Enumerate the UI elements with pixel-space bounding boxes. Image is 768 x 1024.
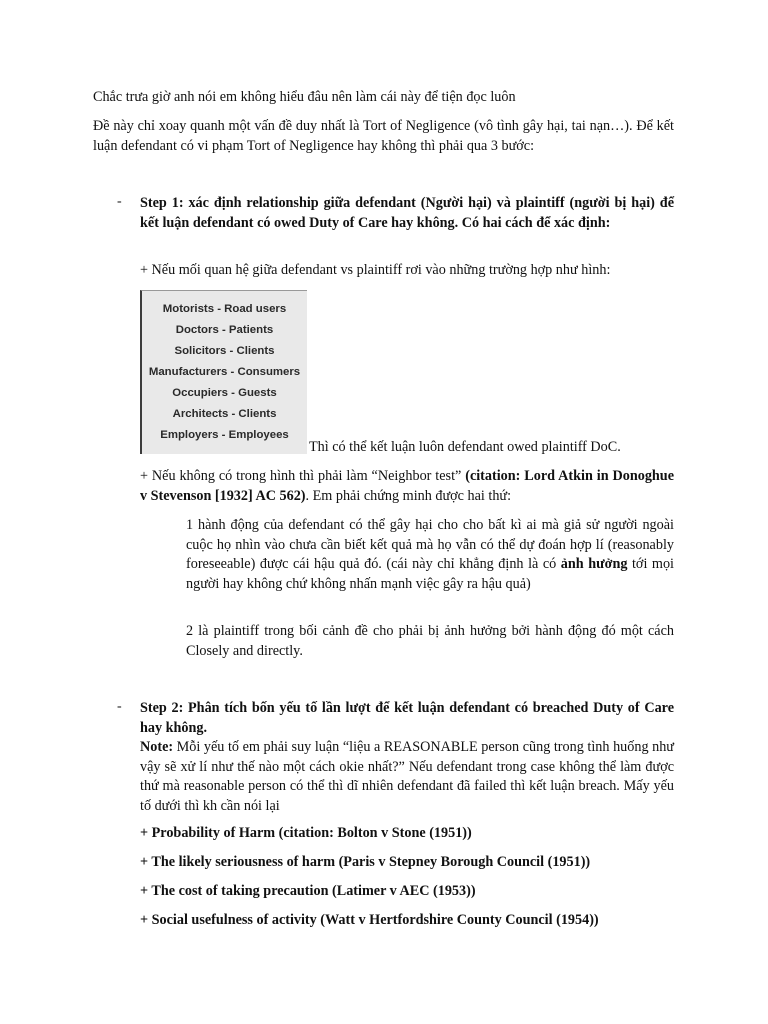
figure-item: Occupiers - Guests: [172, 387, 277, 399]
figure-item: Solicitors - Clients: [174, 345, 275, 357]
bullet-step2: -: [117, 699, 122, 714]
step2-heading: Step 2: Phân tích bốn yếu tố lần lượt để kết luận defendant có breached Duty of Care hay không.: [140, 700, 674, 736]
note-label: Note:: [140, 739, 174, 755]
factor-probability: + Probability of Harm (citation: Bolton v Stone (1951)): [140, 825, 472, 841]
intro-paragraph: Đề này chỉ xoay quanh một vấn đề duy nhất là Tort of Negligence (vô tình gây hại, tai nạn…). Để kết luận defendant có vi phạm Tort of Negligence hay không thì phải qua 3 bước:: [93, 118, 674, 154]
point1-text: 1 hành động của defendant có thể gây hại cho cho bất kì ai mà giả sử người ngoài cuộc họ nhìn vào chưa cần biết kết quả mà họ vẫn có thể dự đoán hợp lí (reasonably foreseeable) được cái hậu quả đó. (cái này chỉ khẳng định là có: [186, 517, 674, 572]
point1-text-end: tới mọi người hay không chứ không nhấn mạnh việc gây ra hậu quả): [186, 556, 674, 592]
figure-item: Manufacturers - Consumers: [148, 366, 301, 378]
point1-emphasis: ảnh hưởng: [560, 556, 628, 572]
relationship-figure: [140, 290, 307, 454]
bullet-step1: -: [117, 194, 122, 209]
step1-case-b: [140, 467, 674, 506]
step1-heading: Step 1: xác định relationship giữa defendant (Người hại) và plaintiff (người bị hại) để kết luận defendant có owed Duty of Care hay không. Có hai cách để xác định:: [140, 195, 674, 231]
note-text: Mỗi yếu tố em phải suy luận “liệu a REASONABLE person cũng trong tình huống như vậy sẽ xử lí như thế nào một cách okie nhất?” Nếu defendant trong case không thể làm được thứ mà reasonable person có thể thì dĩ nhiên defendant đã failed thì kết luận breach. Mấy yếu tố dưới thì kh cần nói lại: [140, 739, 674, 814]
case-b-citation: (citation: Lord Atkin in Donoghue v Stevenson [1932] AC 562): [140, 468, 674, 504]
step2-note: [140, 738, 674, 816]
neighbor-test-point-1: [186, 516, 674, 594]
case-b-text: + Nếu không có trong hình thì phải làm “Neighbor test”: [140, 468, 466, 484]
case-b-text-end: . Em phải chứng minh được hai thứ:: [305, 487, 512, 504]
figure-caption: Thì có thể kết luận luôn defendant owed plaintiff DoC.: [309, 439, 621, 455]
factor-social-usefulness: + Social usefulness of activity (Watt v Hertfordshire County Council (1954)): [140, 912, 599, 928]
figure-item: Architects - Clients: [172, 408, 277, 420]
figure-item: Employers - Employees: [160, 429, 289, 441]
neighbor-test-point-2: 2 là plaintiff trong bối cảnh đề cho phải bị ảnh hưởng bởi hành động đó một cách Closely and directly.: [186, 623, 674, 659]
figure-item: Motorists - Road users: [162, 303, 287, 315]
intro-line: Chắc trưa giờ anh nói em không hiểu đâu nên làm cái này để tiện đọc luôn: [93, 89, 516, 105]
factor-cost: + The cost of taking precaution (Latimer v AEC (1953)): [140, 883, 476, 899]
factor-seriousness: + The likely seriousness of harm (Paris v Stepney Borough Council (1951)): [140, 854, 591, 870]
step1-case-a: + Nếu mối quan hệ giữa defendant vs plaintiff rơi vào những trường hợp như hình:: [140, 262, 611, 278]
figure-item: Doctors - Patients: [175, 324, 274, 336]
